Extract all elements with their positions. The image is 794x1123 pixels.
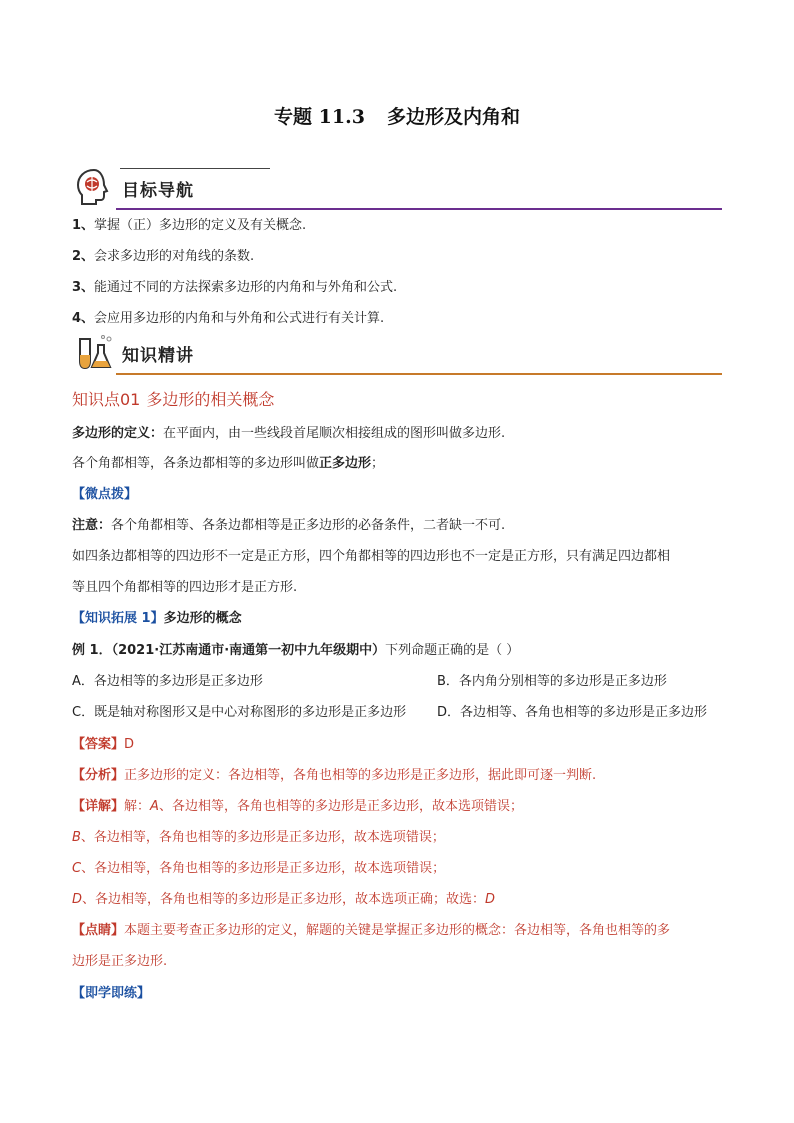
answer-line: 【答案】D (72, 737, 135, 752)
section-knowledge-divider (116, 373, 722, 375)
extension-heading: 【知识拓展 1】多边形的概念 (72, 611, 242, 626)
practice-heading: 【即学即练】 (72, 986, 151, 1001)
option-c: C．既是轴对称图形又是中心对称图形的多边形是正多边形 (72, 705, 407, 720)
goal-item: 3、能通过不同的方法探索多边形的内角和与外角和公式. (72, 280, 398, 295)
goal-item: 1、掌握（正）多边形的定义及有关概念. (72, 218, 307, 233)
note-line: 注意：各个角都相等、各条边都相等是正多边形的必备条件，二者缺一不可. (72, 518, 506, 533)
title-name: 多边形及内角和 (386, 106, 520, 128)
knowledge-point-heading: 知识点01 多边形的相关概念 (72, 390, 275, 409)
detail-line: 【详解】解：A、各边相等，各角也相等的多边形是正多边形，故本选项错误； (72, 799, 523, 814)
section-knowledge-title: 知识精讲 (122, 346, 194, 366)
comment-line: 【点睛】本题主要考查正多边形的定义，解题的关键是掌握正多边形的概念：各边相等，各角也相等的多 (72, 923, 671, 938)
goal-item: 2、会求多边形的对角线的条数. (72, 249, 255, 264)
goal-item: 4、会应用多边形的内角和与外角和公式进行有关计算. (72, 311, 385, 326)
section-knowledge-header (72, 331, 722, 375)
detail-line: C、各边相等，各角也相等的多边形是正多边形，故本选项错误； (72, 861, 446, 876)
note-line: 等且四个角都相等的四边形才是正方形. (72, 580, 298, 595)
analysis-line: 【分析】正多边形的定义：各边相等，各角也相等的多边形是正多边形，据此即可逐一判断. (72, 768, 597, 783)
lab-flask-icon (72, 331, 116, 375)
option-d: D．各边相等、各角也相等的多边形是正多边形 (437, 705, 708, 720)
option-a: A．各边相等的多边形是正多边形 (72, 674, 263, 689)
title-code: 专题 11.3 (274, 106, 365, 128)
detail-line: B、各边相等，各角也相等的多边形是正多边形，故本选项错误； (72, 830, 445, 845)
page-title (0, 102, 794, 129)
head-brain-icon (72, 166, 116, 210)
note-line: 如四条边都相等的四边形不一定是正方形，四个角都相等的四边形也不一定是正方形，只有满足四边都相 (72, 549, 671, 564)
comment-line: 边形是正多边形. (72, 954, 168, 969)
regular-polygon-line: 各个角都相等，各条边都相等的多边形叫做正多边形； (72, 456, 385, 471)
definition-line: 多边形的定义：在平面内，由一些线段首尾顺次相接组成的图形叫做多边形. (72, 426, 506, 441)
example-question: 例 1．（2021·江苏南通市·南通第一初中九年级期中）下列命题正确的是（ ） (72, 643, 520, 658)
option-b: B．各内角分别相等的多边形是正多边形 (437, 674, 667, 689)
section-goals-divider (116, 208, 722, 210)
tip-heading: 【微点拨】 (72, 487, 138, 502)
detail-line: D、各边相等，各角也相等的多边形是正多边形，故本选项正确；故选：D (72, 892, 496, 907)
section-goals-title: 目标导航 (122, 181, 194, 201)
section-goals-header (72, 166, 722, 210)
